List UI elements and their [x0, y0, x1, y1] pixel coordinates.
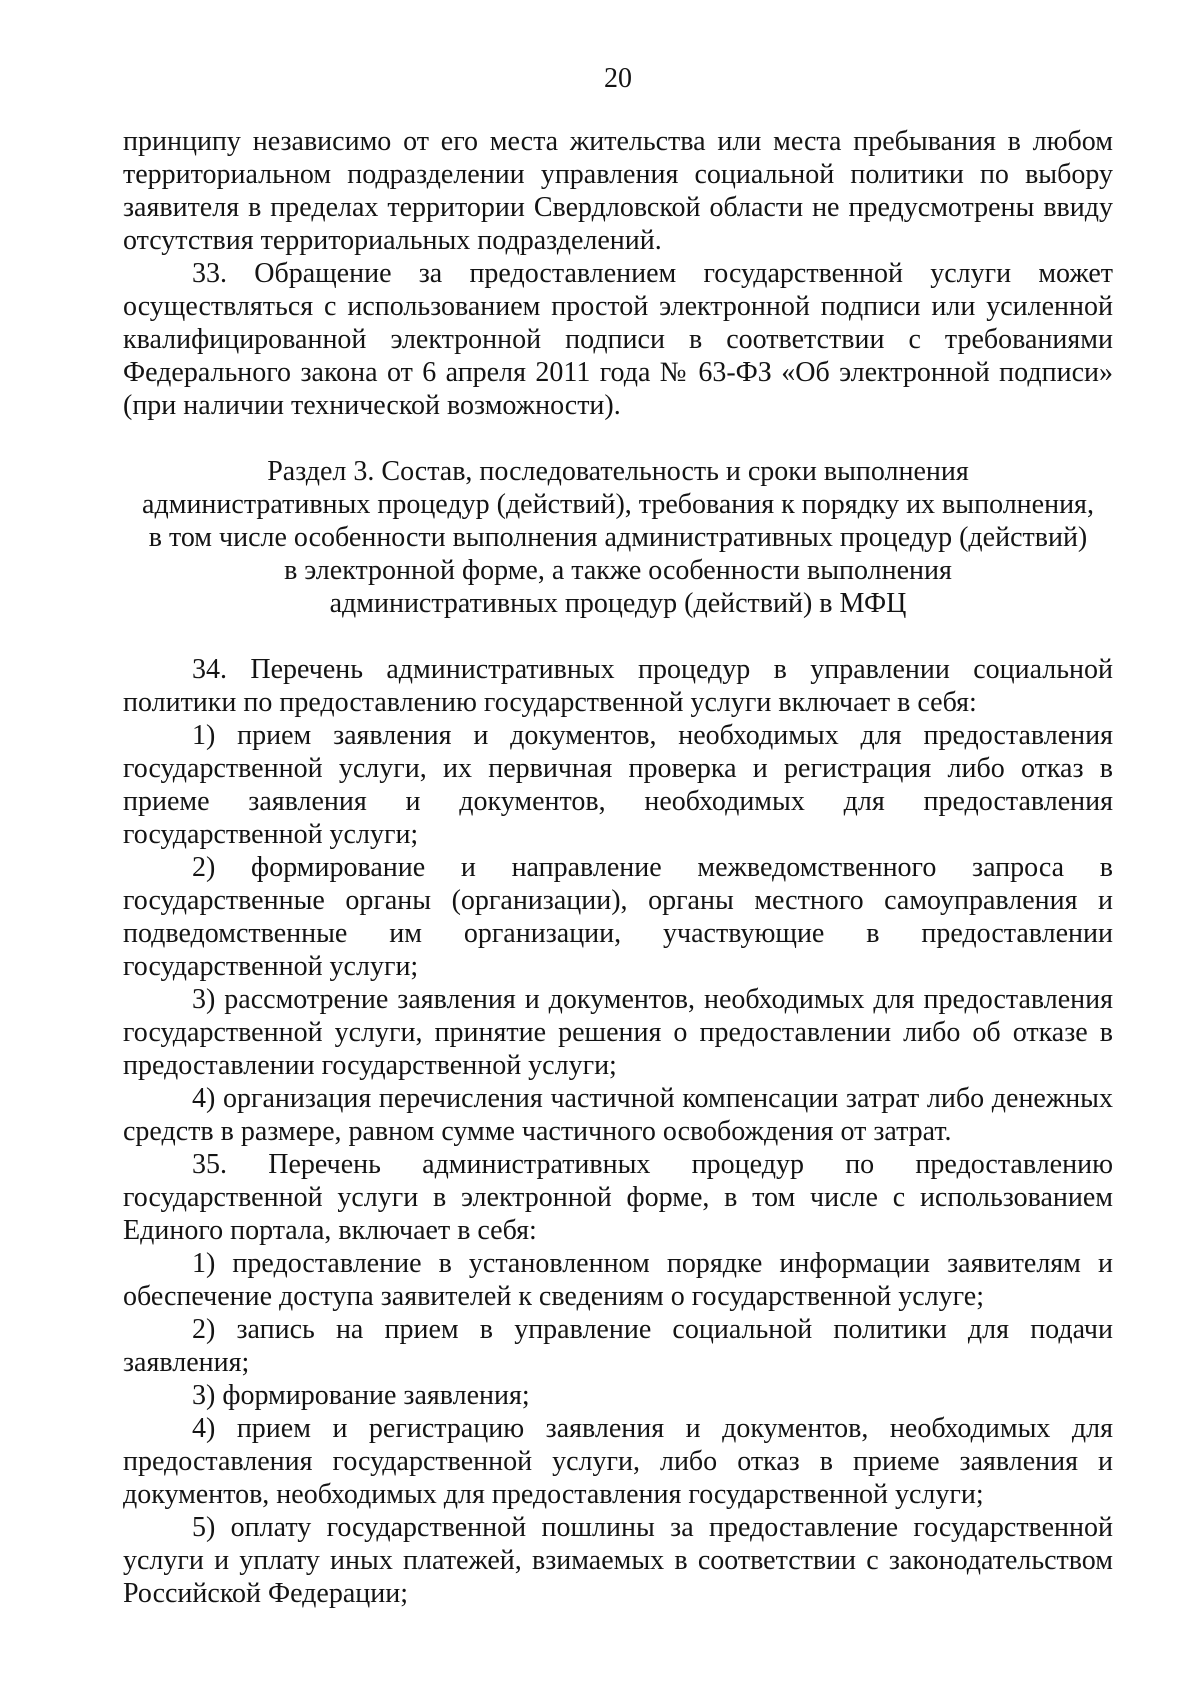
list-item-35-4: 4) прием и регистрацию заявления и документов, необходимых для предоставления государственной услуги, либо отказ в приеме заявления и документов, необходимых для предоставления государственной услуги; — [123, 1413, 1113, 1510]
list-item-34-3: 3) рассмотрение заявления и документов, необходимых для предоставления государственной услуги, принятие решения о предоставлении либо об отказе в предоставлении государственной услуги; — [123, 984, 1113, 1081]
section-heading-line: административных процедур (действий), требования к порядку их выполнения, — [142, 489, 1094, 520]
list-item-35-3: 3) формирование заявления; — [192, 1380, 530, 1411]
page-number: 20 — [604, 63, 632, 94]
section-heading-line: в том числе особенности выполнения административных процедур (действий) — [148, 522, 1088, 553]
paragraph-33: 33. Обращение за предоставлением государственной услуги может осуществляться с использованием простой электронной подписи или усиленной квалифицированной электронной подписи в соответствии с требованиями Федерального закона от 6 апреля 2011 года № 63-ФЗ «Об электронной подписи» (при наличии технической возможности). — [123, 258, 1113, 421]
section-heading-line: административных процедур (действий) в МФЦ — [329, 588, 907, 619]
paragraph-34: 34. Перечень административных процедур в управлении социальной политики по предоставлению государственной услуги включает в себя: — [123, 654, 1113, 718]
list-item-35-2: 2) запись на прием в управление социальной политики для подачи заявления; — [123, 1314, 1113, 1378]
list-item-35-1: 1) предоставление в установленном порядке информации заявителям и обеспечение доступа заявителей к сведениям о государственной услуге; — [123, 1248, 1113, 1312]
section-heading — [123, 455, 1113, 620]
paragraph-continuation: принципу независимо от его места жительства или места пребывания в любом территориальном подразделении управления социальной политики по выбору заявителя в пределах территории Свердловской области не предусмотрены ввиду отсутствия территориальных подразделений. — [123, 126, 1113, 256]
list-item-34-4: 4) организация перечисления частичной компенсации затрат либо денежных средств в размере, равном сумме частичного освобождения от затрат. — [123, 1083, 1113, 1147]
section-heading-line: в электронной форме, а также особенности выполнения — [284, 555, 952, 586]
list-item-34-2: 2) формирование и направление межведомственного запроса в государственные органы (организации), органы местного самоуправления и подведомственные им организации, участвующие в предоставлении государственной услуги; — [123, 852, 1113, 982]
paragraph-35: 35. Перечень административных процедур по предоставлению государственной услуги в электронной форме, в том числе с использованием Единого портала, включает в себя: — [123, 1149, 1113, 1246]
list-item-35-5: 5) оплату государственной пошлины за предоставление государственной услуги и уплату иных платежей, взимаемых в соответствии с законодательством Российской Федерации; — [123, 1512, 1113, 1609]
section-heading-line: Раздел 3. Состав, последовательность и сроки выполнения — [267, 456, 969, 487]
list-item-34-1: 1) прием заявления и документов, необходимых для предоставления государственной услуги, их первичная проверка и регистрация либо отказ в приеме заявления и документов, необходимых для предоставления государственной услуги; — [123, 720, 1113, 850]
